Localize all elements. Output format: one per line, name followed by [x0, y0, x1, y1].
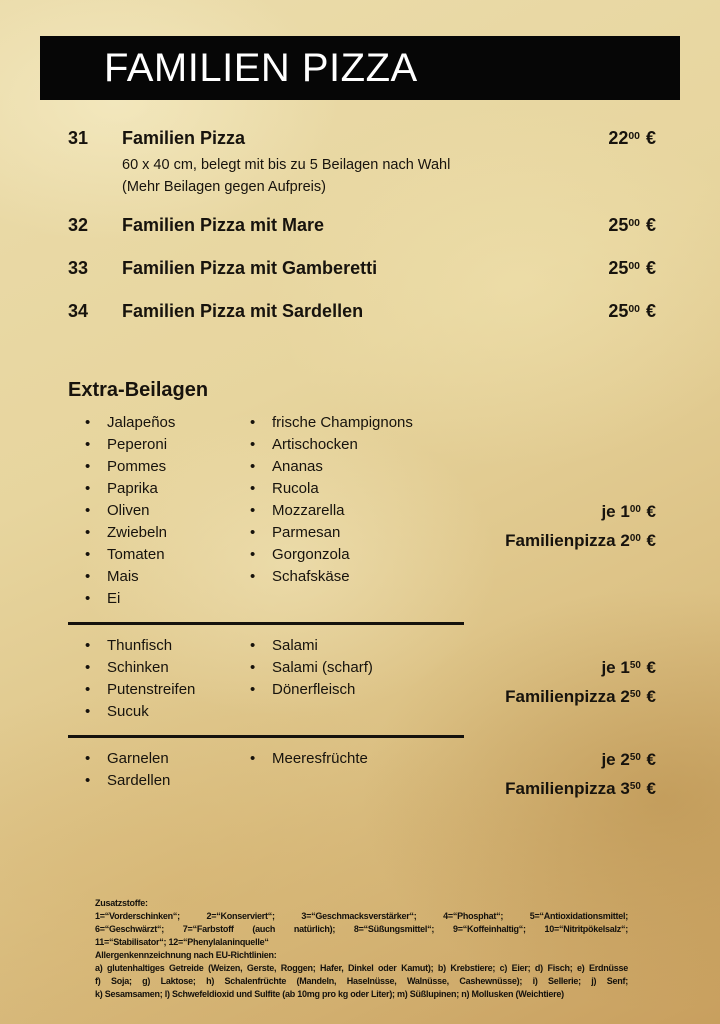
extras-item: • Paprika [68, 478, 233, 500]
extras-item: • Sardellen [68, 770, 233, 792]
additives-line: 11=“Stabilisator“; 12=“Phenylalaninquelle“ [95, 937, 269, 947]
item-price: $25^{00}$ € [608, 301, 656, 321]
extras-item: • Schafskäse [233, 566, 656, 588]
page-title: FAMILIEN PIZZA [104, 45, 418, 90]
extras-group-3 [68, 748, 656, 798]
allergens-line: k) Sesamsamen; l) Schwefeldioxid und Sulfite (ab 10mg pro kg oder Liter); m) Süßlupinen; n) Mollusken (Weichtiere) [95, 989, 564, 999]
extras-item: • Ei [68, 588, 233, 610]
extras-item: • Putenstreifen [68, 679, 233, 701]
additives-title: Zusatzstoffe: [95, 898, 148, 908]
item-number: 34 [68, 301, 89, 321]
item-name: Familien Pizza [122, 128, 246, 148]
item-text [122, 126, 608, 198]
extras-group-1 [68, 412, 656, 610]
extras-item: • Thunfisch [68, 635, 233, 657]
extras-column-left [68, 748, 233, 792]
extras-item: • Mozzarella [233, 500, 656, 522]
price-family-pizza: Familienpizza $3^{50}$ € [505, 779, 656, 798]
extras-group-prices [505, 655, 656, 713]
menu-item-31 [68, 126, 656, 198]
extras-item: • Sucuk [68, 701, 233, 723]
pizza-item-list [68, 126, 656, 342]
menu-item-33 [68, 256, 656, 284]
extras-column-left [68, 412, 233, 610]
allergens-line: f) Soja; g) Laktose; h) Schalenfrüchte (Mandeln, Haselnüsse, Walnüsse, Cashewnüsse); i) Sellerie; j) Senf; [95, 976, 628, 986]
extras-item: • Rucola [233, 478, 656, 500]
item-price: $25^{00}$ € [608, 215, 656, 235]
extras-item: • Oliven [68, 500, 233, 522]
extras-item: • frische Champignons [233, 412, 656, 434]
extras-item: • Mais [68, 566, 233, 588]
price-per-topping: je $1^{50}$ € [601, 658, 656, 677]
item-price: $25^{00}$ € [608, 258, 656, 278]
extras-heading: Extra-Beilagen [68, 379, 209, 401]
item-number: 33 [68, 258, 89, 278]
item-price: $22^{00}$ € [608, 128, 656, 148]
item-text [122, 299, 608, 324]
price-family-pizza: Familienpizza $2^{00}$ € [505, 531, 656, 550]
allergens-title: Allergenkennzeichnung nach EU-Richtlinien: [95, 950, 277, 960]
item-number: 32 [68, 215, 89, 235]
fine-print [95, 897, 628, 1001]
extras-item: • Meeresfrüchte [233, 748, 656, 770]
page-title-bar [40, 36, 680, 100]
item-name: Familien Pizza mit Mare [122, 215, 325, 235]
item-description-line: (Mehr Beilagen gegen Aufpreis) [122, 179, 326, 195]
extras-item: • Zwiebeln [68, 522, 233, 544]
extras-group-prices [505, 499, 656, 557]
extras-item: • Tomaten [68, 544, 233, 566]
extras-group-prices [505, 747, 656, 805]
price-family-pizza: Familienpizza $2^{50}$ € [505, 687, 656, 706]
extras-item: • Artischocken [233, 434, 656, 456]
item-text [122, 256, 608, 281]
item-name: Familien Pizza mit Gamberetti [122, 258, 378, 278]
extras-item: • Pommes [68, 456, 233, 478]
item-name: Familien Pizza mit Sardellen [122, 301, 364, 321]
extras-item: • Gorgonzola [233, 544, 656, 566]
extras-item: • Salami [233, 635, 656, 657]
menu-item-32 [68, 213, 656, 241]
price-per-topping: je $1^{00}$ € [601, 502, 656, 521]
additives-line: 6=“Geschwärzt“; 7=“Farbstoff (auch natürlich); 8=“Süßungsmittel“; 9=“Koffeinhaltig“; 10=“Nitritpökelsalz“; [95, 924, 628, 934]
additives-line: 1=“Vorderschinken“; 2=“Konserviert“; 3=“Geschmacksverstärker“; 4=“Phosphat“; 5=“Antioxidationsmittel; [95, 911, 628, 921]
extras-item: • Ananas [233, 456, 656, 478]
extras-item: • Dönerfleisch [233, 679, 656, 701]
price-per-topping: je $2^{50}$ € [601, 750, 656, 769]
extras-item: • Jalapeños [68, 412, 233, 434]
item-description-line: 60 x 40 cm, belegt mit bis zu 5 Beilagen nach Wahl [122, 157, 451, 173]
item-number: 31 [68, 128, 89, 148]
extras-item: • Peperoni [68, 434, 233, 456]
extras-group-2 [68, 635, 656, 723]
item-description [122, 154, 608, 198]
allergens-line: a) glutenhaltiges Getreide (Weizen, Gerste, Roggen; Hafer, Dinkel oder Kamut); b) Krebstiere; c) Eier; d) Fisch; e) Erdnüsse [95, 963, 628, 973]
menu-item-34 [68, 299, 656, 327]
item-text [122, 213, 608, 238]
extras-section [68, 379, 656, 798]
extras-item: • Salami (scharf) [233, 657, 656, 679]
extras-item: • Parmesan [233, 522, 656, 544]
extras-item: • Schinken [68, 657, 233, 679]
extras-item: • Garnelen [68, 748, 233, 770]
extras-column-left [68, 635, 233, 723]
group-divider [68, 622, 464, 625]
group-divider [68, 735, 464, 738]
